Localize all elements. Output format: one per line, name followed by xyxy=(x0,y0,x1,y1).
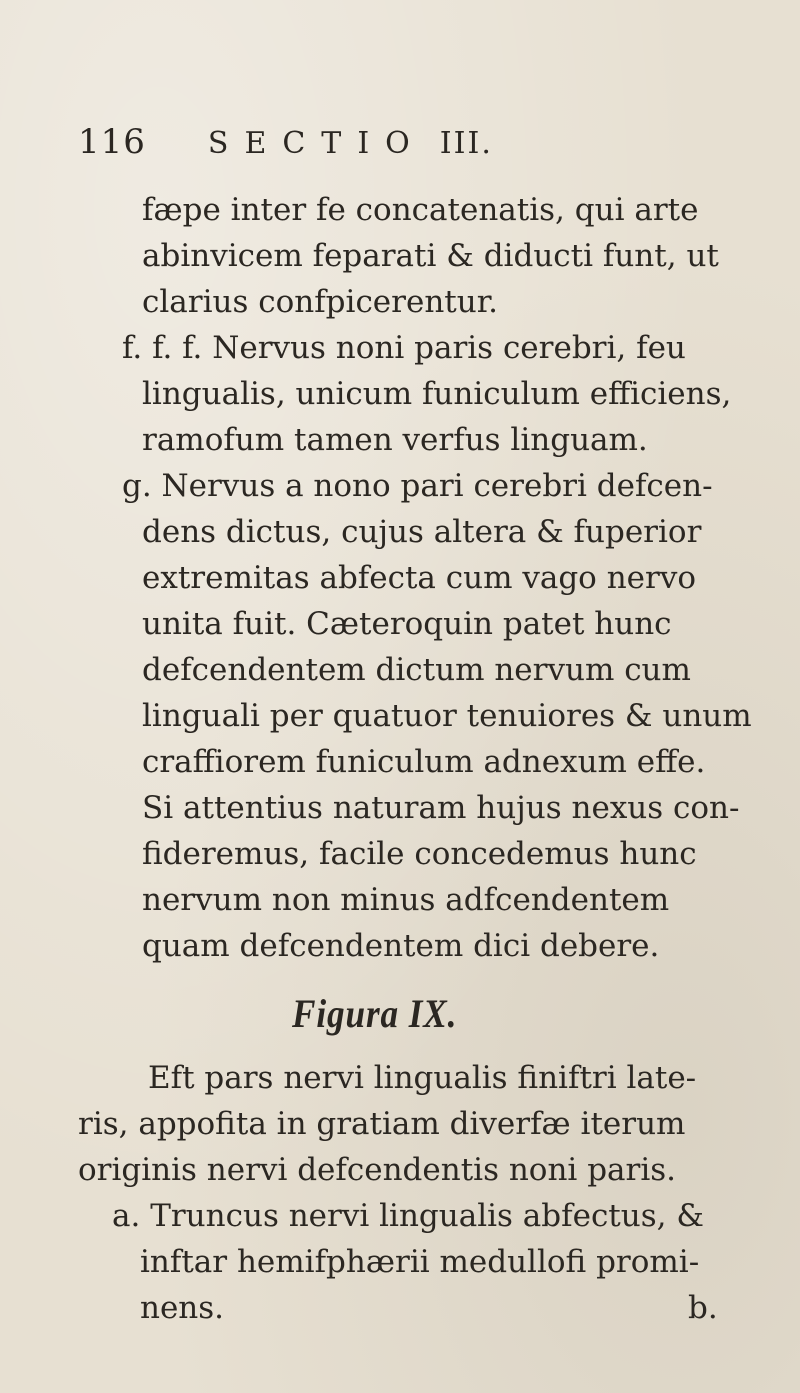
text-line: quam defcendentem dici debere. xyxy=(142,928,660,964)
text-line: ris, appofita in gratiam diverfæ iterum xyxy=(78,1106,686,1142)
figure-heading: Figura IX. xyxy=(292,991,458,1036)
text-line: defcendentem dictum nervum cum xyxy=(142,652,691,688)
text-line: originis nervi defcendentis noni paris. xyxy=(78,1152,677,1188)
text-line: inftar hemifphærii medullofi promi- xyxy=(140,1244,700,1280)
text-line: lingualis, unicum funiculum efficiens, xyxy=(142,376,732,412)
text-line: unita fuit. Cæteroquin patet hunc xyxy=(142,606,672,642)
section-word: SECTIO xyxy=(207,126,426,161)
text-line: linguali per quatuor tenuiores & unum xyxy=(142,698,752,734)
text-line: clarius confpicerentur. xyxy=(142,284,498,320)
running-header xyxy=(78,122,493,172)
text-line: nervum non minus adfcendentem xyxy=(142,882,670,918)
text-line: ramofum tamen verfus linguam. xyxy=(142,422,648,458)
text-line: extremitas abfecta cum vago nervo xyxy=(142,560,697,596)
text-line: Eft pars nervi lingualis finiftri late- xyxy=(148,1060,697,1096)
section-title xyxy=(208,126,493,161)
text-line: g. Nervus a nono pari cerebri defcen- xyxy=(122,468,713,504)
text-line: a. Truncus nervi lingualis abfectus, & xyxy=(112,1198,704,1234)
text-line: fæpe inter fe concatenatis, qui arte xyxy=(142,192,699,228)
section-number: III. xyxy=(439,126,493,161)
page-number: 116 xyxy=(78,122,146,162)
text-line: f. f. f. Nervus noni paris cerebri, feu xyxy=(122,330,686,366)
catchword: b. xyxy=(688,1290,718,1326)
text-line: Si attentius naturam hujus nexus con- xyxy=(142,790,740,826)
text-line: dens dictus, cujus altera & fuperior xyxy=(142,514,702,550)
text-line: nens. xyxy=(140,1290,225,1326)
text-line: craffiorem funiculum adnexum effe. xyxy=(142,744,706,780)
text-line: fideremus, facile concedemus hunc xyxy=(142,836,697,872)
text-line: abinvicem feparati & diducti funt, ut xyxy=(142,238,719,274)
